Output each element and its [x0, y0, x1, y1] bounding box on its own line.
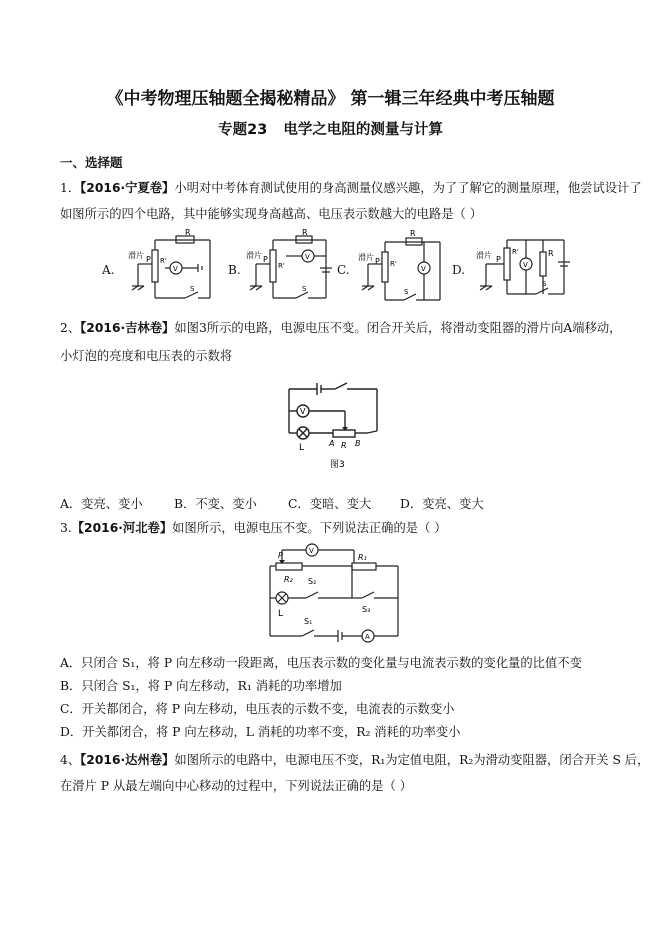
q1c-s-label: S: [404, 288, 409, 296]
q2-line2: 小灯泡的亮度和电压表的示数将: [60, 349, 233, 363]
q2-r-label: R: [341, 441, 347, 450]
q1b-s-label: S: [302, 285, 307, 293]
q2-text1: 如图3所示的电路，电源电压不变。闭合开关后，将滑动变阻器的滑片向A端移动，: [174, 321, 622, 335]
q2-choice-d: D．变亮、变大: [400, 497, 484, 511]
q1b-rprime-label: R': [278, 262, 285, 270]
q2-choice-c: C．变暗、变大: [288, 497, 372, 511]
q3-s2-label: S₂: [308, 577, 317, 586]
q1a-p-label: P: [146, 255, 151, 264]
q2-number: 2、: [60, 321, 81, 335]
q1-circuit-c: [348, 228, 448, 304]
q2-circuit-figure: [275, 375, 385, 475]
q2-lamp-label: L: [299, 443, 305, 453]
q2-a-label: A: [329, 439, 335, 448]
q4-line2: 在滑片 P 从最左端向中心移动的过程中，下列说法正确的是（ ）: [60, 779, 413, 793]
topic-name: 电学之电阻的测量与计算: [283, 122, 443, 138]
q4-number: 4、: [60, 753, 81, 767]
q3-choice-d: D．开关都闭合，将 P 向左移动，L 消耗的功率不变，R₂ 消耗的功率变小: [60, 725, 461, 739]
section-heading: 一、选择题: [60, 155, 123, 170]
q3-s1-label: S₁: [304, 617, 313, 626]
q3-source: 【2016·河北卷】: [71, 521, 173, 535]
q3-circuit-figure: [262, 540, 412, 645]
q1d-rprime-label: R': [512, 248, 519, 256]
q1d-p-label: P: [496, 255, 501, 264]
q1-line2: 如图所示的四个电路，其中能够实现身高越高、电压表示数越大的电路是（ ）: [60, 207, 483, 221]
q1-text1: 小明对中考体育测试使用的身高测量仪感兴趣，为了了解它的测量原理，他尝试设计了: [174, 181, 642, 195]
topic-title: [0, 118, 661, 139]
q4-line1: [60, 750, 649, 768]
document-title: 《中考物理压轴题全揭秘精品》 第一辑三年经典中考压轴题: [106, 89, 555, 109]
q1b-slider-label: 滑片: [246, 251, 262, 260]
q4-source: 【2016·达州卷】: [80, 753, 175, 767]
q1c-p-label: P: [375, 257, 380, 266]
q3-choice-c: C．开关都闭合，将 P 向左移动，电压表的示数不变，电流表的示数变小: [60, 702, 455, 716]
q3-number: 3.: [60, 521, 72, 535]
q1-source: 【2016·宁夏卷】: [80, 181, 175, 195]
q3-line: [60, 518, 447, 536]
q1d-r-label: R: [548, 249, 554, 258]
q2-source: 【2016·吉林卷】: [80, 321, 175, 335]
q1-circuit-b: [236, 228, 336, 304]
q3-a-label: A: [365, 633, 370, 641]
topic-label: 专题23: [218, 122, 268, 138]
q1a-slider-label: 滑片: [128, 251, 144, 260]
q1c-slider-label: 滑片: [358, 253, 374, 262]
q2-v-label: V: [300, 407, 306, 416]
q1c-v-label: V: [421, 265, 426, 273]
q3-r1-label: R₁: [358, 553, 367, 562]
q2-figure-caption: 图3: [330, 460, 345, 470]
q2-b-label: B: [355, 439, 361, 448]
q1a-rprime-label: R': [160, 257, 167, 265]
q3-v-label: V: [309, 547, 314, 555]
q2-line1: [60, 318, 621, 336]
q3-r2-label: R₂: [284, 575, 293, 584]
q3-choice-a: A．只闭合 S₁，将 P 向左移动一段距离，电压表示数的变化量与电流表示数的变化量的比值不变: [60, 656, 582, 670]
q1a-s-label: S: [190, 285, 195, 293]
q3-choice-b: B．只闭合 S₁，将 P 向左移动，R₁ 消耗的功率增加: [60, 679, 342, 693]
q1-circuit-d: [466, 228, 576, 304]
q2-choice-b: B．不变、变小: [174, 497, 257, 511]
q1b-v-label: V: [305, 253, 310, 261]
q2-choice-a: A．变亮、变小: [60, 497, 143, 511]
q1d-s-label: S: [542, 280, 547, 288]
q3-text: 如图所示，电源电压不变。下列说法正确的是（ ）: [172, 521, 447, 535]
q1-option-a: A.: [102, 263, 115, 277]
q1d-v-label: V: [523, 261, 528, 269]
q1-line1: [60, 178, 642, 196]
q1d-slider-label: 滑片: [476, 251, 492, 260]
q1a-v-label: V: [173, 265, 178, 273]
q1a-r-label: R: [185, 228, 191, 237]
q1-option-d: D.: [452, 263, 466, 277]
q3-lamp-label: L: [278, 609, 284, 619]
q1c-r-label: R: [410, 229, 416, 238]
q3-p-label: P: [278, 551, 283, 560]
q4-text1: 如图所示的电路中，电源电压不变，R₁为定值电阻，R₂为滑动变阻器，闭合开关 S 后，: [174, 753, 650, 767]
q1-circuit-a: [110, 228, 220, 304]
q1-option-c: C.: [337, 263, 350, 277]
q1-number: 1．: [60, 181, 81, 195]
q1b-p-label: P: [263, 255, 268, 264]
q1b-r-label: R: [302, 228, 308, 237]
q1-option-b: B.: [228, 263, 241, 277]
q3-s3-label: S₃: [362, 605, 371, 614]
q1c-rprime-label: R': [390, 260, 397, 268]
